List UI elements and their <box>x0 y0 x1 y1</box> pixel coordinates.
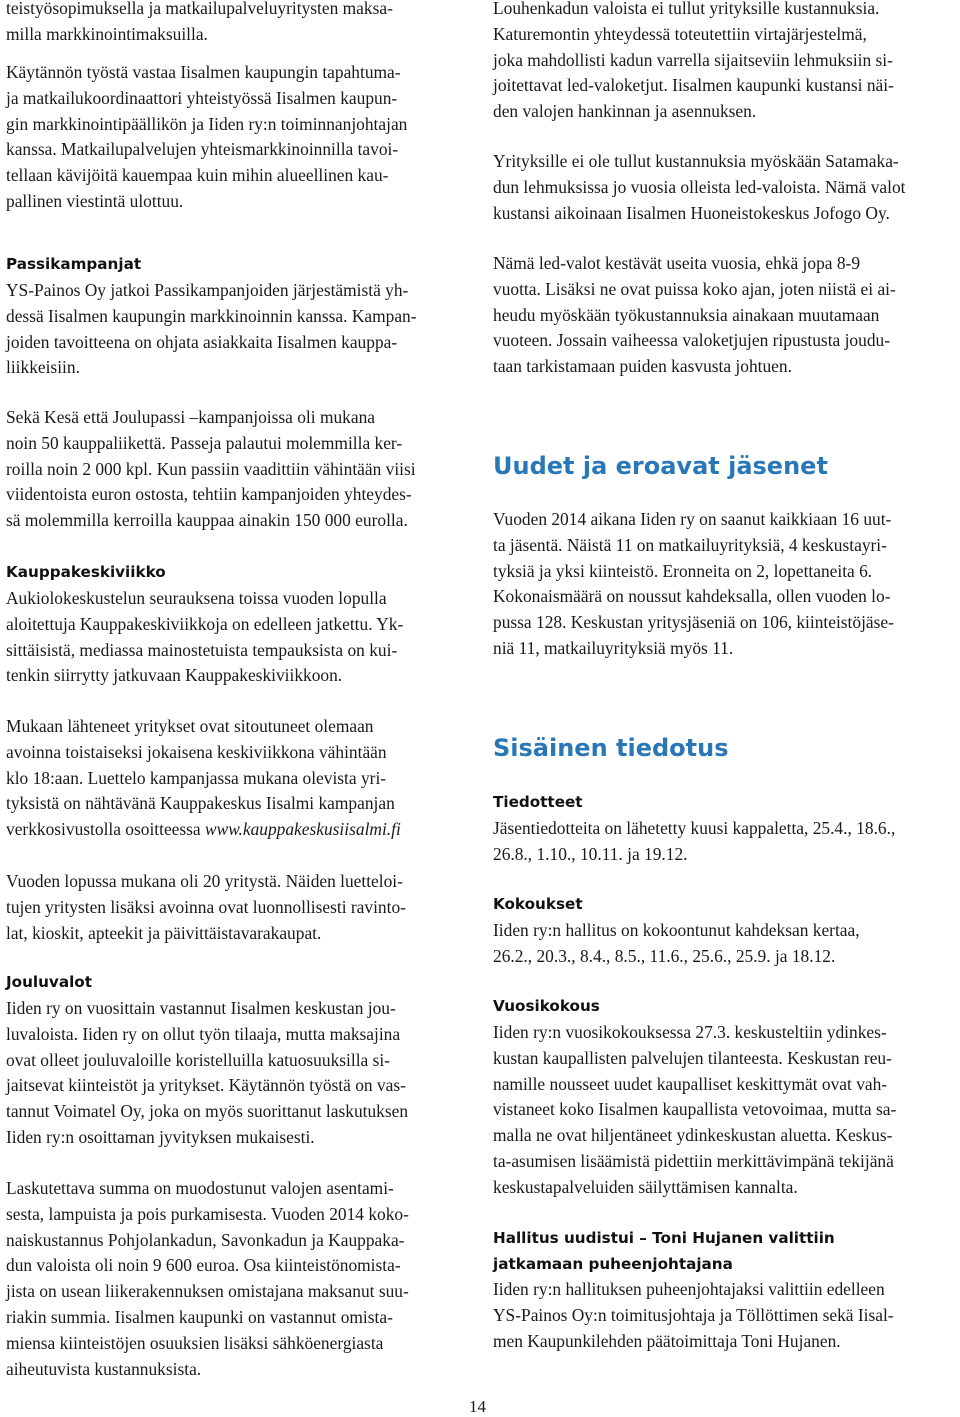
website-prefix-text: verkkosivustolla osoitteessa <box>6 819 205 840</box>
text-line: Yrityksille ei ole tullut kustannuksia myöskään Satamaka- <box>493 151 899 171</box>
text-line: keskustapalveluiden säilyttämisen kannalta. <box>493 1176 798 1197</box>
paragraph-satamakatu <box>493 149 957 226</box>
text-line: joka mahdollisti kadun varrella sijaitseviin lehmuksiin si- <box>493 49 893 70</box>
paragraph-kauppakeskiviikko <box>6 586 464 689</box>
text-line: Iiden ry on vuosittain vastannut Iisalmen keskustan jou- <box>6 998 396 1018</box>
heading-vuosikokous: Vuosikokous <box>493 997 600 1015</box>
text-line: miensa kiinteistöjen osuuksien lisäksi sähköenergiasta <box>6 1332 384 1353</box>
text-line: vistaneet koko Iisalmen kaupallista vetovoimaa, mutta sa- <box>493 1099 897 1120</box>
text-line: gin markkinointipäällikön ja Iiden ry:n toiminnanjohtajan <box>6 113 408 134</box>
text-line: tannut Voimatel Oy, joka on myös suorittanut laskutuksen <box>6 1101 409 1122</box>
text-line: lat, kioskit, apteekit ja päivittäistavarakaupat. <box>6 922 322 943</box>
text-line: 26.2., 20.3., 8.4., 8.5., 11.6., 25.6., 25.9. ja 18.12. <box>493 945 836 966</box>
text-line: Iiden ry:n vuosikokouksessa 27.3. keskusteltiin ydinkes- <box>493 1022 887 1042</box>
text-line: teistyösopimuksella ja matkailupalveluyritysten maksa- <box>6 0 393 18</box>
paragraph-uudet-jasenet <box>493 507 957 662</box>
page-number: 14 <box>469 1397 486 1416</box>
text-line: jaitsevat kiinteistöt ja yritykset. Käytännön työstä on vas- <box>6 1075 406 1096</box>
text-line: aloitettuja Kauppakeskiviikkoja on edelleen jatkettu. Yk- <box>6 613 404 634</box>
heading-tiedotteet: Tiedotteet <box>493 793 583 811</box>
text-line: pallinen viestintä ulottuu. <box>6 190 184 211</box>
paragraph-intro <box>6 0 464 48</box>
text-line: joitettavat led-valoketjut. Iisalmen kaupunki kustansi näi- <box>493 75 894 96</box>
text-line: Katuremontin yhteydessä toteutettiin virtajärjestelmä, <box>493 23 867 44</box>
heading-kauppakeskiviikko: Kauppakeskiviikko <box>6 563 166 581</box>
text-line: sä molemmilla kerroilla kauppaa ainakin 150 000 eurolla. <box>6 510 408 531</box>
text-line: pussa 128. Keskustan yritysjäseniä on 106, kiinteistöjäse- <box>493 612 894 633</box>
text-line: tellaan kävijöitä kauempaa kuin mihin alueellinen kau- <box>6 165 389 186</box>
text-line: aiheutuvista kustannuksista. <box>6 1358 202 1379</box>
paragraph-jouluvalot <box>6 996 464 1151</box>
text-line: heudu myöskään työkustannuksia ainakaan muutamaan <box>493 304 880 325</box>
text-line: kustan kaupallisten palvelujen tilanteesta. Keskustan reu- <box>493 1047 892 1068</box>
text-line: dun lehmuksissa jo vuosia olleista led-valoista. Nämä valot <box>493 176 906 197</box>
heading-passikampanjat: Passikampanjat <box>6 255 142 273</box>
paragraph-hallitus <box>493 1277 957 1354</box>
text-line: Hallitus uudistui – Toni Hujanen valittiin <box>493 1229 835 1247</box>
text-line: Laskutettava summa on muodostunut valojen asentami- <box>6 1178 394 1198</box>
paragraph-lopussa <box>6 869 464 946</box>
text-line: Kokonaismäärä on noussut kahdeksalla, ollen vuoden lo- <box>493 586 891 607</box>
text-line: milla markkinointimaksuilla. <box>6 23 208 44</box>
text-line: Sekä Kesä että Joulupassi –kampanjoissa oli mukana <box>6 407 375 427</box>
text-line: niä 11, matkailuyrityksiä myös 11. <box>493 637 734 658</box>
text-line: noin 50 kauppaliikettä. Passeja palautui molemmilla ker- <box>6 432 403 453</box>
text-line: taan tarkistamaan puiden kasvusta johtuen. <box>493 356 792 377</box>
text-line: Iiden ry:n osoittaman jyvityksen mukaisesti. <box>6 1126 315 1147</box>
website-link[interactable]: www.kauppakeskusiisalmi.fi <box>205 819 401 840</box>
text-line: Vuoden lopussa mukana oli 20 yritystä. Näiden luetteloi- <box>6 871 403 891</box>
text-line: roilla noin 2 000 kpl. Kun passiin vaadittiin vähintään viisi <box>6 458 416 479</box>
text-line: kustansi aikoinaan Iisalmen Huoneistokeskus Jofogo Oy. <box>493 202 890 223</box>
paragraph-practice <box>6 60 464 215</box>
paragraph-led-valot <box>493 251 957 380</box>
text-line: avoinna toistaiseksi jokaisena keskiviikkona vähintään <box>6 741 387 762</box>
paragraph-mukaan <box>6 714 464 843</box>
text-line: joiden tavoitteena on ohjata asiakkaita Iisalmen kauppa- <box>6 331 398 352</box>
paragraph-laskutus <box>6 1176 464 1382</box>
text-line: naiskustannus Pohjolankadun, Savonkadun ja Kauppaka- <box>6 1229 405 1250</box>
text-line: Louhenkadun valoista ei tullut yrityksille kustannuksia. <box>493 0 880 18</box>
text-line: riakin summia. Iisalmen kaupunki on vastannut omista- <box>6 1306 393 1327</box>
text-line: luvaloista. Iiden ry on ollut työn tilaaja, mutta maksajina <box>6 1023 401 1044</box>
text-line: Aukiolokeskustelun seurauksena toissa vuoden lopulla <box>6 588 387 608</box>
text-line: dessä Iisalmen kaupungin markkinoinnin kanssa. Kampan- <box>6 305 417 326</box>
heading-hallitus-uudistui <box>493 1226 957 1278</box>
text-line: vuotta. Lisäksi ne ovat puissa koko ajan, joten niistä ei ai- <box>493 278 896 299</box>
text-line: liikkeisiin. <box>6 357 80 378</box>
paragraph-passikampanjat <box>6 278 464 381</box>
text-line: Mukaan lähteneet yritykset ovat sitoutuneet olemaan <box>6 716 374 736</box>
text-line: ta jäsentä. Näistä 11 on matkailuyrityksiä, 4 keskustayri- <box>493 534 887 555</box>
text-line: Iiden ry:n hallitus on kokoontunut kahdeksan kertaa, <box>493 920 860 940</box>
text-line: men Kaupunkilehden päätoimittaja Toni Hujanen. <box>493 1330 841 1351</box>
text-line: tujen yritysten lisäksi avoinna ovat luonnollisesti ravinto- <box>6 896 406 917</box>
text-line: klo 18:aan. Luettelo kampanjassa mukana olevista yri- <box>6 767 387 788</box>
text-line: Jäsentiedotteita on lähetetty kuusi kappaletta, 25.4., 18.6., <box>493 818 896 838</box>
text-line: namille nousseet uudet kaupalliset keskittymät ovat vah- <box>493 1073 888 1094</box>
text-line: sittäisistä, mediassa mainostetuista tempauksista on kui- <box>6 639 398 660</box>
text-line: vuoteen. Jossain vaiheessa valoketjujen ripustusta joudu- <box>493 330 891 351</box>
text-line: ta-asumisen lisäämistä pidettiin merkittävimpänä tekijänä <box>493 1150 894 1171</box>
text-line: Nämä led-valot kestävät useita vuosia, ehkä jopa 8-9 <box>493 253 861 273</box>
text-line: den valojen hankinnan ja asennuksen. <box>493 101 757 122</box>
text-line: 26.8., 1.10., 10.11. ja 19.12. <box>493 843 688 864</box>
text-line: ovat olleet jouluvaloille koristelluilla katuosuuksilla si- <box>6 1049 390 1070</box>
text-line: YS-Painos Oy jatkoi Passikampanjoiden järjestämistä yh- <box>6 280 409 300</box>
text-line: tyksiä ja yksi kiinteistö. Eronneita on 2, lopettaneita 6. <box>493 560 873 581</box>
text-line: Käytännön työstä vastaa Iisalmen kaupungin tapahtuma- <box>6 62 401 82</box>
paragraph-kesa-joulupassi <box>6 405 464 534</box>
text-line: Vuoden 2014 aikana Iiden ry on saanut kaikkiaan 16 uut- <box>493 509 892 529</box>
heading-jouluvalot: Jouluvalot <box>6 973 92 991</box>
paragraph-kokoukset <box>493 918 957 970</box>
text-line: dun valoista oli noin 9 600 euroa. Osa kiinteistönomista- <box>6 1255 401 1276</box>
text-line: viidentoista euron ostosta, tehtiin kampanjoiden yhteydes- <box>6 484 412 505</box>
text-line: ja matkailukoordinaattori yhteistyössä Iisalmen kaupun- <box>6 87 398 108</box>
text-line: kanssa. Matkailupalvelujen yhteismarkkinoinnilla tavoi- <box>6 139 399 160</box>
text-line: malla ne ovat hiljentäneet ydinkeskustan aluetta. Keskus- <box>493 1125 893 1146</box>
text-line: sesta, lampuista ja pois purkamisesta. Vuoden 2014 koko- <box>6 1203 409 1224</box>
heading-uudet-ja-eroavat-jasenet: Uudet ja eroavat jäsenet <box>493 452 828 480</box>
text-line: Iiden ry:n hallituksen puheenjohtajaksi valittiin edelleen <box>493 1279 885 1299</box>
text-line: YS-Painos Oy:n toimitusjohtaja ja Töllöttimen sekä Iisal- <box>493 1304 894 1325</box>
paragraph-tiedotteet <box>493 816 957 868</box>
text-line: tyksistä on nähtävänä Kauppakeskus Iisalmi kampanjan <box>6 793 395 814</box>
paragraph-vuosikokous <box>493 1020 957 1201</box>
heading-kokoukset: Kokoukset <box>493 895 583 913</box>
text-line: jatkamaan puheenjohtajana <box>493 1254 733 1273</box>
text-line: jista on usean liikerakennuksen omistajana maksanut suu- <box>6 1281 409 1302</box>
text-line: tenkin siirrytty jatkuvaan Kauppakeskiviikkoon. <box>6 665 343 686</box>
heading-sisainen-tiedotus: Sisäinen tiedotus <box>493 734 729 762</box>
paragraph-louhenkatu <box>493 0 957 125</box>
